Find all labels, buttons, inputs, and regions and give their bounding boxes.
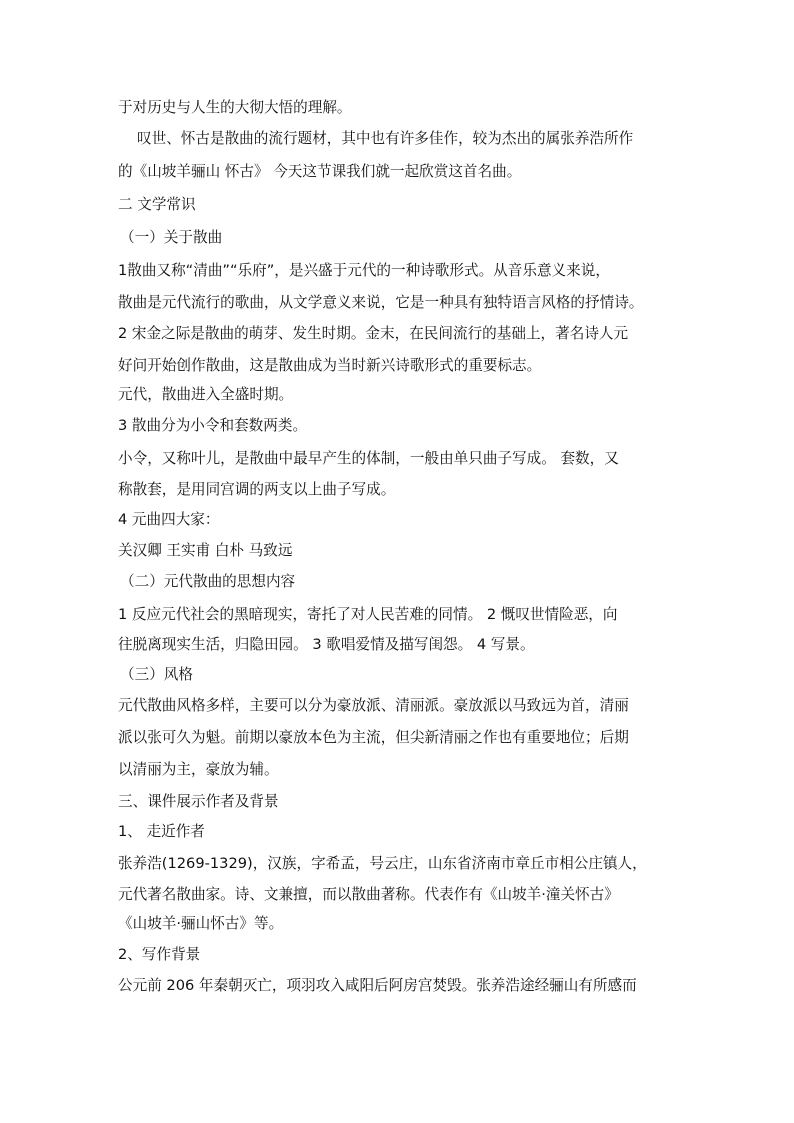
text-line: 关汉卿 王实甫 白朴 马致远 <box>118 542 293 559</box>
subsection-heading: （一）关于散曲 <box>120 229 223 246</box>
text-line: 2 宋金之际是散曲的萌芽、发生时期。金末，在民间流行的基础上，著名诗人元 <box>118 325 629 342</box>
text-line: 散曲是元代流行的歌曲，从文学意义来说，它是一种具有独特语言风格的抒情诗。 <box>118 294 644 311</box>
text-line: 于对历史与人生的大彻大悟的理解。 <box>118 99 352 116</box>
text-line: 1、 走近作者 <box>118 823 205 840</box>
section-heading: 二 文学常识 <box>118 196 196 213</box>
text-line: 1散曲又称“清曲”“乐府”，是兴盛于元代的一种诗歌形式。从音乐意义来说， <box>118 262 610 279</box>
text-line: 好问开始创作散曲，这是散曲成为当时新兴诗歌形式的重要标志。 <box>118 357 542 374</box>
text-line: 小令，又称叶儿，是散曲中最早产生的体制，一般由单只曲子写成。 套数，又 <box>118 450 619 467</box>
text-line: 以清丽为主，豪放为辅。 <box>118 761 279 778</box>
text-line: 元代著名散曲家。诗、文兼擅，而以散曲著称。代表作有《山坡羊·潼关怀古》 <box>118 886 619 903</box>
text-line: 公元前 206 年秦朝灭亡，项羽攻入咸阳后阿房宫焚毁。张养浩途经骊山有所感而 <box>118 977 637 994</box>
text-line: 《山坡羊·骊山怀古》等。 <box>118 915 284 932</box>
text-line: 2、写作背景 <box>118 946 201 963</box>
text-line: 4 元曲四大家： <box>118 511 220 528</box>
text-line: 往脱离现实生活，归隐田园。 3 歌唱爱情及描写闺怨。 4 写景。 <box>118 636 535 653</box>
text-line: 3 散曲分为小令和套数两类。 <box>118 417 308 434</box>
text-line: 的《山坡羊骊山 怀古》 今天这节课我们就一起欣赏这首名曲。 <box>118 163 522 180</box>
text-line: 称散套，是用同宫调的两支以上曲子写成。 <box>118 481 396 498</box>
subsection-heading: （二）元代散曲的思想内容 <box>120 573 296 590</box>
text-line: 派以张可久为魁。前期以豪放本色为主流，但尖新清丽之作也有重要地位；后期 <box>118 729 629 746</box>
text-line: 张养浩(1269-1329)，汉族，字希孟，号云庄，山东省济南市章丘市相公庄镇人， <box>118 855 647 872</box>
text-line: 元代，散曲进入全盛时期。 <box>118 386 294 403</box>
section-heading: 三、课件展示作者及背景 <box>118 793 279 810</box>
text-line: 元代散曲风格多样，主要可以分为豪放派、清丽派。豪放派以马致远为首，清丽 <box>118 697 629 714</box>
text-line: 叹世、怀古是散曲的流行题材，其中也有许多佳作，较为杰出的属张养浩所作 <box>137 130 634 147</box>
text-line: 1 反应元代社会的黑暗现实，寄托了对人民苦难的同情。 2 慨叹世情险恶，向 <box>118 606 618 623</box>
subsection-heading: （三）风格 <box>120 666 193 683</box>
